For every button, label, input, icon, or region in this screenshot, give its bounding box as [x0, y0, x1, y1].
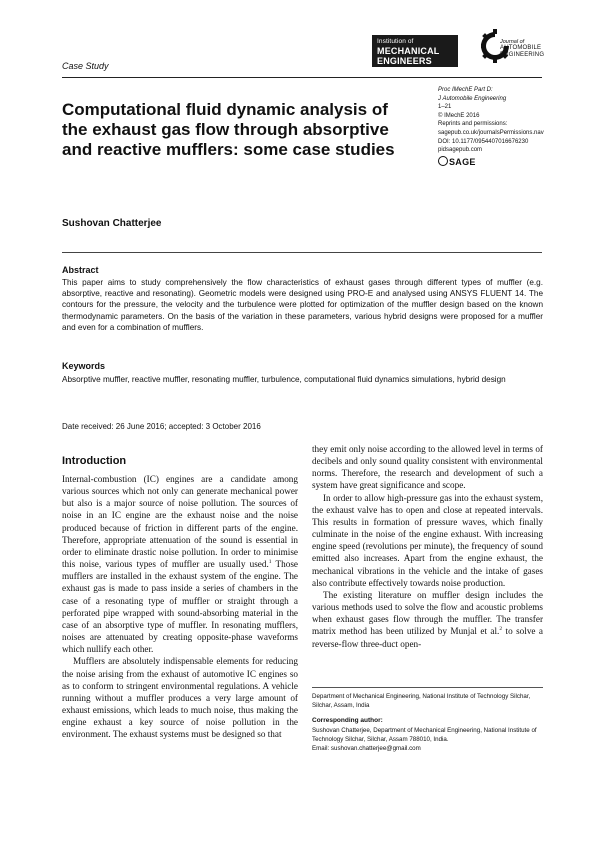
paragraph-text: Those mufflers are installed in the exhaust system of the engine. The exhaust gas is made to pass inside a series of chambers in the case of a resonating type of muffler or straight through a perforated pipe wrapped with sound-absorbing material in the case of an absorptive type of muffler. In resonating mufflers, noises are attenuated by creating opposite-phase waveforms which nullify each other. — [62, 559, 298, 655]
logo-line-2: MECHANICAL — [377, 46, 440, 56]
dates: Date received: 26 June 2016; accepted: 3 October 2016 — [62, 422, 261, 431]
corresponding-email[interactable]: Email: sushovan.chatterjee@gmail.com — [312, 745, 421, 752]
meta-reprints: Reprints and permissions: — [438, 121, 508, 128]
meta-pages: 1–21 — [438, 104, 452, 111]
journal-logo-line-3: ENGINEERING — [500, 52, 545, 58]
corresponding-address: Sushovan Chatterjee, Department of Mechanical Engineering, National Institute of Technology Silchar, Silchar, Assam 788010, India. — [312, 727, 537, 743]
meta-journal-2: J Automobile Engineering — [438, 95, 507, 102]
sage-label: SAGE — [449, 156, 476, 167]
logo-line-3: ENGINEERS — [377, 56, 432, 66]
corresponding-heading: Corresponding author: — [312, 717, 383, 724]
paragraph-text: Internal-combustion (IC) engines are a candidate among various sources which not only can generate mechanical power but also is a major source of noise pollution. The sources of noise in an IC engine are the exhaust noise and the noise produced because of friction in different parts of the engine. Therefore, appropriate attenuation of the sound is essential in order to eliminate drastic noise pollution. In order to minimise this noise, various types of muffler are usually used. — [62, 474, 298, 570]
author-name: Sushovan Chatterjee — [62, 218, 162, 229]
paragraph-text: The existing literature on muffler design includes the various methods used to solve the flow and acoustic problems when exhaust gases flow through the muffler. The transfer matrix method has been utilized by Munjal et al. — [312, 589, 543, 637]
journal-logo-line-1: Journal of — [500, 39, 525, 45]
paragraph — [62, 473, 298, 655]
right-column — [312, 443, 543, 681]
corresponding-author — [312, 726, 543, 753]
introduction-heading: Introduction — [62, 455, 127, 467]
left-column — [62, 473, 298, 839]
sage-logo — [438, 156, 568, 167]
journal-logo — [478, 27, 562, 71]
keywords-heading: Keywords — [62, 361, 106, 371]
paragraph: In order to allow high-pressure gas into the exhaust system, the exhaust valve has to open and close at repeated intervals. This results in formation of pressure waves, which finally culminate in the noise of the engine exhaust. With increasing engine speed (revolutions per minute), the frequency of sound emitted also increases. Apart from the engine exhaust, the mechanical vibrations in the vehicle and the intake of gases also contribute effectively towards noise production. — [312, 492, 543, 588]
meta-site[interactable]: pidsagepub.com — [438, 147, 483, 154]
meta-doi[interactable]: DOI: 10.1177/0954407016676230 — [438, 138, 529, 145]
reference-1[interactable]: 1 — [268, 559, 272, 566]
sage-circle-icon — [438, 156, 448, 166]
abstract-text: This paper aims to study comprehensively the flow characteristics of exhaust gases through different types of muffler (e.g. absorptive, reactive and resonating). Geometric models were designed using PRO-E and analysed using ANSYS FLUENT 14. The contours for the pressure, the velocity and the turbulence were plotted for optimization of the muffler design based on the known thermodynamic parameters. On the basis of the variation in these parameters, various hybrid designs were proposed for a muffler and even for a combination of mufflers. — [62, 278, 543, 332]
paragraph: they emit only noise according to the allowed level in terms of decibels and only sound quality consistent with environmental norms. Therefore, the research and development of such a system have great significance and scope. — [312, 444, 543, 491]
section-label: Case Study — [62, 61, 109, 71]
paragraph: Mufflers are absolutely indispensable elements for reducing the noise arising from the exhaust of automotive IC engines so as to conform to stringent environmental regulations. A vehicle running without a muffler produces a very large amount of exhaust emissions, which leads to much noise, thus making the engine exhaust a key source of noise pollution in the environment. The exhaust systems must be designed so that — [62, 656, 298, 740]
paragraph — [312, 589, 543, 650]
header-divider — [62, 77, 542, 78]
footnote-divider — [312, 687, 543, 688]
abstract-divider — [62, 252, 542, 253]
reference-2[interactable]: 2 — [499, 626, 503, 633]
logo-line-1: Institution of — [377, 38, 414, 45]
abstract-heading: Abstract — [62, 265, 99, 275]
meta-journal: Proc IMechE Part D: — [438, 87, 493, 93]
paragraph-text: to solve a reverse-flow three-duct open- — [312, 626, 543, 649]
journal-logo-line-2: AUTOMOBILE — [500, 45, 542, 51]
meta-copyright: © IMechE 2016 — [438, 112, 480, 119]
imeche-logo — [372, 35, 458, 67]
affiliation: Department of Mechanical Engineering, National Institute of Technology Silchar, Silchar, Assam, India — [312, 693, 531, 709]
journal-meta — [438, 86, 568, 166]
keywords-text: Absorptive muffler, reactive muffler, resonating muffler, turbulence, computational fluid dynamics simulations, hybrid design — [62, 375, 506, 384]
meta-permissions-link[interactable]: sagepub.co.uk/journalsPermissions.nav — [438, 129, 544, 136]
article-title: Computational fluid dynamic analysis of the exhaust gas flow through absorptive and reactive mufflers: some case studies — [62, 100, 395, 159]
